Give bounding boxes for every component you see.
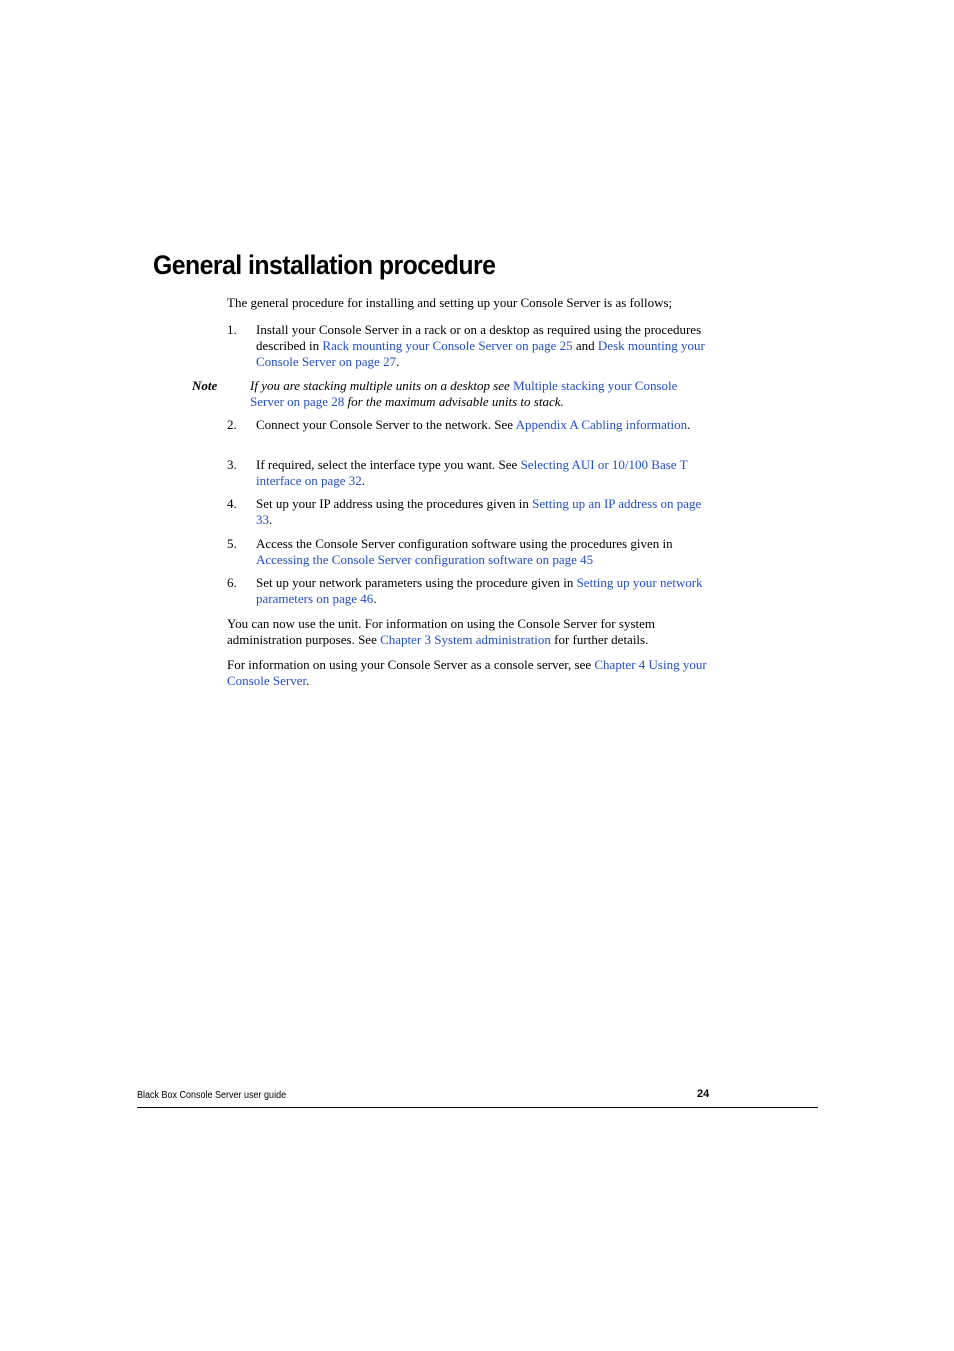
link-ip-address[interactable]: Setting up an IP address on page 33 [256,496,702,527]
step-6-number: 6. [227,575,237,590]
intro-paragraph: The general procedure for installing and setting up your Console Server is as follows; [227,295,673,310]
step-1-text: Install your Console Server in a rack or on a desktop as required using the procedures described in Rack mounting your Console Server on page 25 and Desk mounting your Console Server on page 27. [256,322,705,369]
link-selecting-interface[interactable]: Selecting AUI or 10/100 Base T interface on page 32 [256,457,688,488]
page-title: General installation procedure [153,250,496,280]
link-chapter-3[interactable]: Chapter 3 System administration [380,632,551,647]
step-4-number: 4. [227,496,237,511]
note-text: If you are stacking multiple units on a desktop see Multiple stacking your Console Server on page 28 for the maximum advisable units to stack. [250,378,678,409]
console-server-paragraph: For information on using your Console Server as a console server, see Chapter 4 Using your Console Server. [227,657,707,688]
step-6-text: Set up your network parameters using the procedure given in Setting up your network parameters on page 46. [256,575,703,606]
footer-rule [137,1107,818,1108]
step-1-number: 1. [227,322,237,337]
link-rack-mounting[interactable]: Rack mounting your Console Server on page 25 [322,338,573,353]
link-configuration-software[interactable]: Accessing the Console Server configuration software on page 45 [256,552,594,567]
step-5-number: 5. [227,536,237,551]
step-3-text: If required, select the interface type you want. See Selecting AUI or 10/100 Base T interface on page 32. [256,457,688,488]
note-label: Note [192,378,218,393]
link-network-parameters[interactable]: Setting up your network parameters on page 46 [256,575,703,606]
step-2-number: 2. [227,417,237,432]
link-chapter-4[interactable]: Chapter 4 Using your Console Server [227,657,707,688]
link-multiple-stacking[interactable]: Multiple stacking your Console Server on page 28 [250,378,678,409]
page-number: 24 [697,1088,710,1100]
link-appendix-a-cabling[interactable]: Appendix A Cabling information [515,417,688,432]
footer-title: Black Box Console Server user guide [137,1090,287,1101]
system-admin-paragraph: You can now use the unit. For information on using the Console Server for system administration purposes. See Chapter 3 System administration for further details. [227,616,655,647]
link-desk-mounting[interactable]: Desk mounting your Console Server on page 27 [256,338,705,369]
step-3-number: 3. [227,457,237,472]
step-2-text: Connect your Console Server to the network. See Appendix A Cabling information. [256,417,691,432]
step-5-text: Access the Console Server configuration software using the procedures given in Accessing the Console Server configuration software on page 45 [256,536,673,567]
step-4-text: Set up your IP address using the procedures given in Setting up an IP address on page 33. [256,496,702,527]
